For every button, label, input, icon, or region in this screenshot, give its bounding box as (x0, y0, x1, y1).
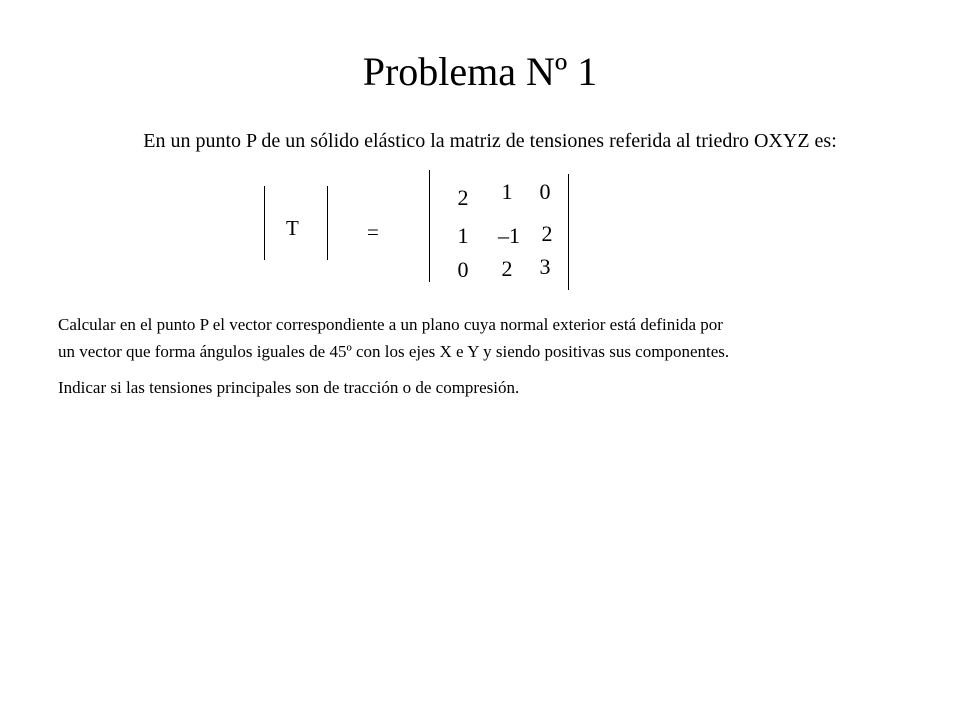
matrix-cell-r3c3: 3 (539, 254, 551, 279)
matrix-cell-r3c1: 0 (457, 257, 469, 282)
matrix-cell-r3c2: 2 (501, 256, 513, 281)
paragraph-1-line-2: un vector que forma ángulos iguales de 45º con los ejes X e Y y siendo positivas sus componentes. (58, 342, 730, 361)
intro-text: En un punto P de un sólido elástico la matriz de tensiones referida al triedro OXYZ es: (143, 130, 837, 152)
page-title: Problema Nº 1 (362, 49, 598, 94)
symbol-right-bar (327, 186, 328, 260)
matrix-symbol: T (286, 216, 299, 240)
paragraph-1-line-1: Calcular en el punto P el vector correspondiente a un plano cuya normal exterior está definida por (58, 315, 723, 334)
matrix-cell-r2c2: –1 (498, 223, 520, 248)
matrix-right-bar (568, 174, 569, 290)
matrix-cell-r1c1: 2 (457, 185, 469, 210)
equals-sign: = (367, 220, 379, 244)
matrix-left-bar (429, 170, 430, 282)
symbol-left-bar (264, 186, 265, 260)
matrix-cell-r1c3: 0 (539, 179, 551, 204)
matrix-cell-r2c1: 1 (457, 223, 469, 248)
matrix-cell-r1c2: 1 (501, 179, 513, 204)
matrix-cell-r2c3: 2 (541, 221, 553, 246)
paragraph-2: Indicar si las tensiones principales son de tracción o de compresión. (58, 378, 520, 397)
